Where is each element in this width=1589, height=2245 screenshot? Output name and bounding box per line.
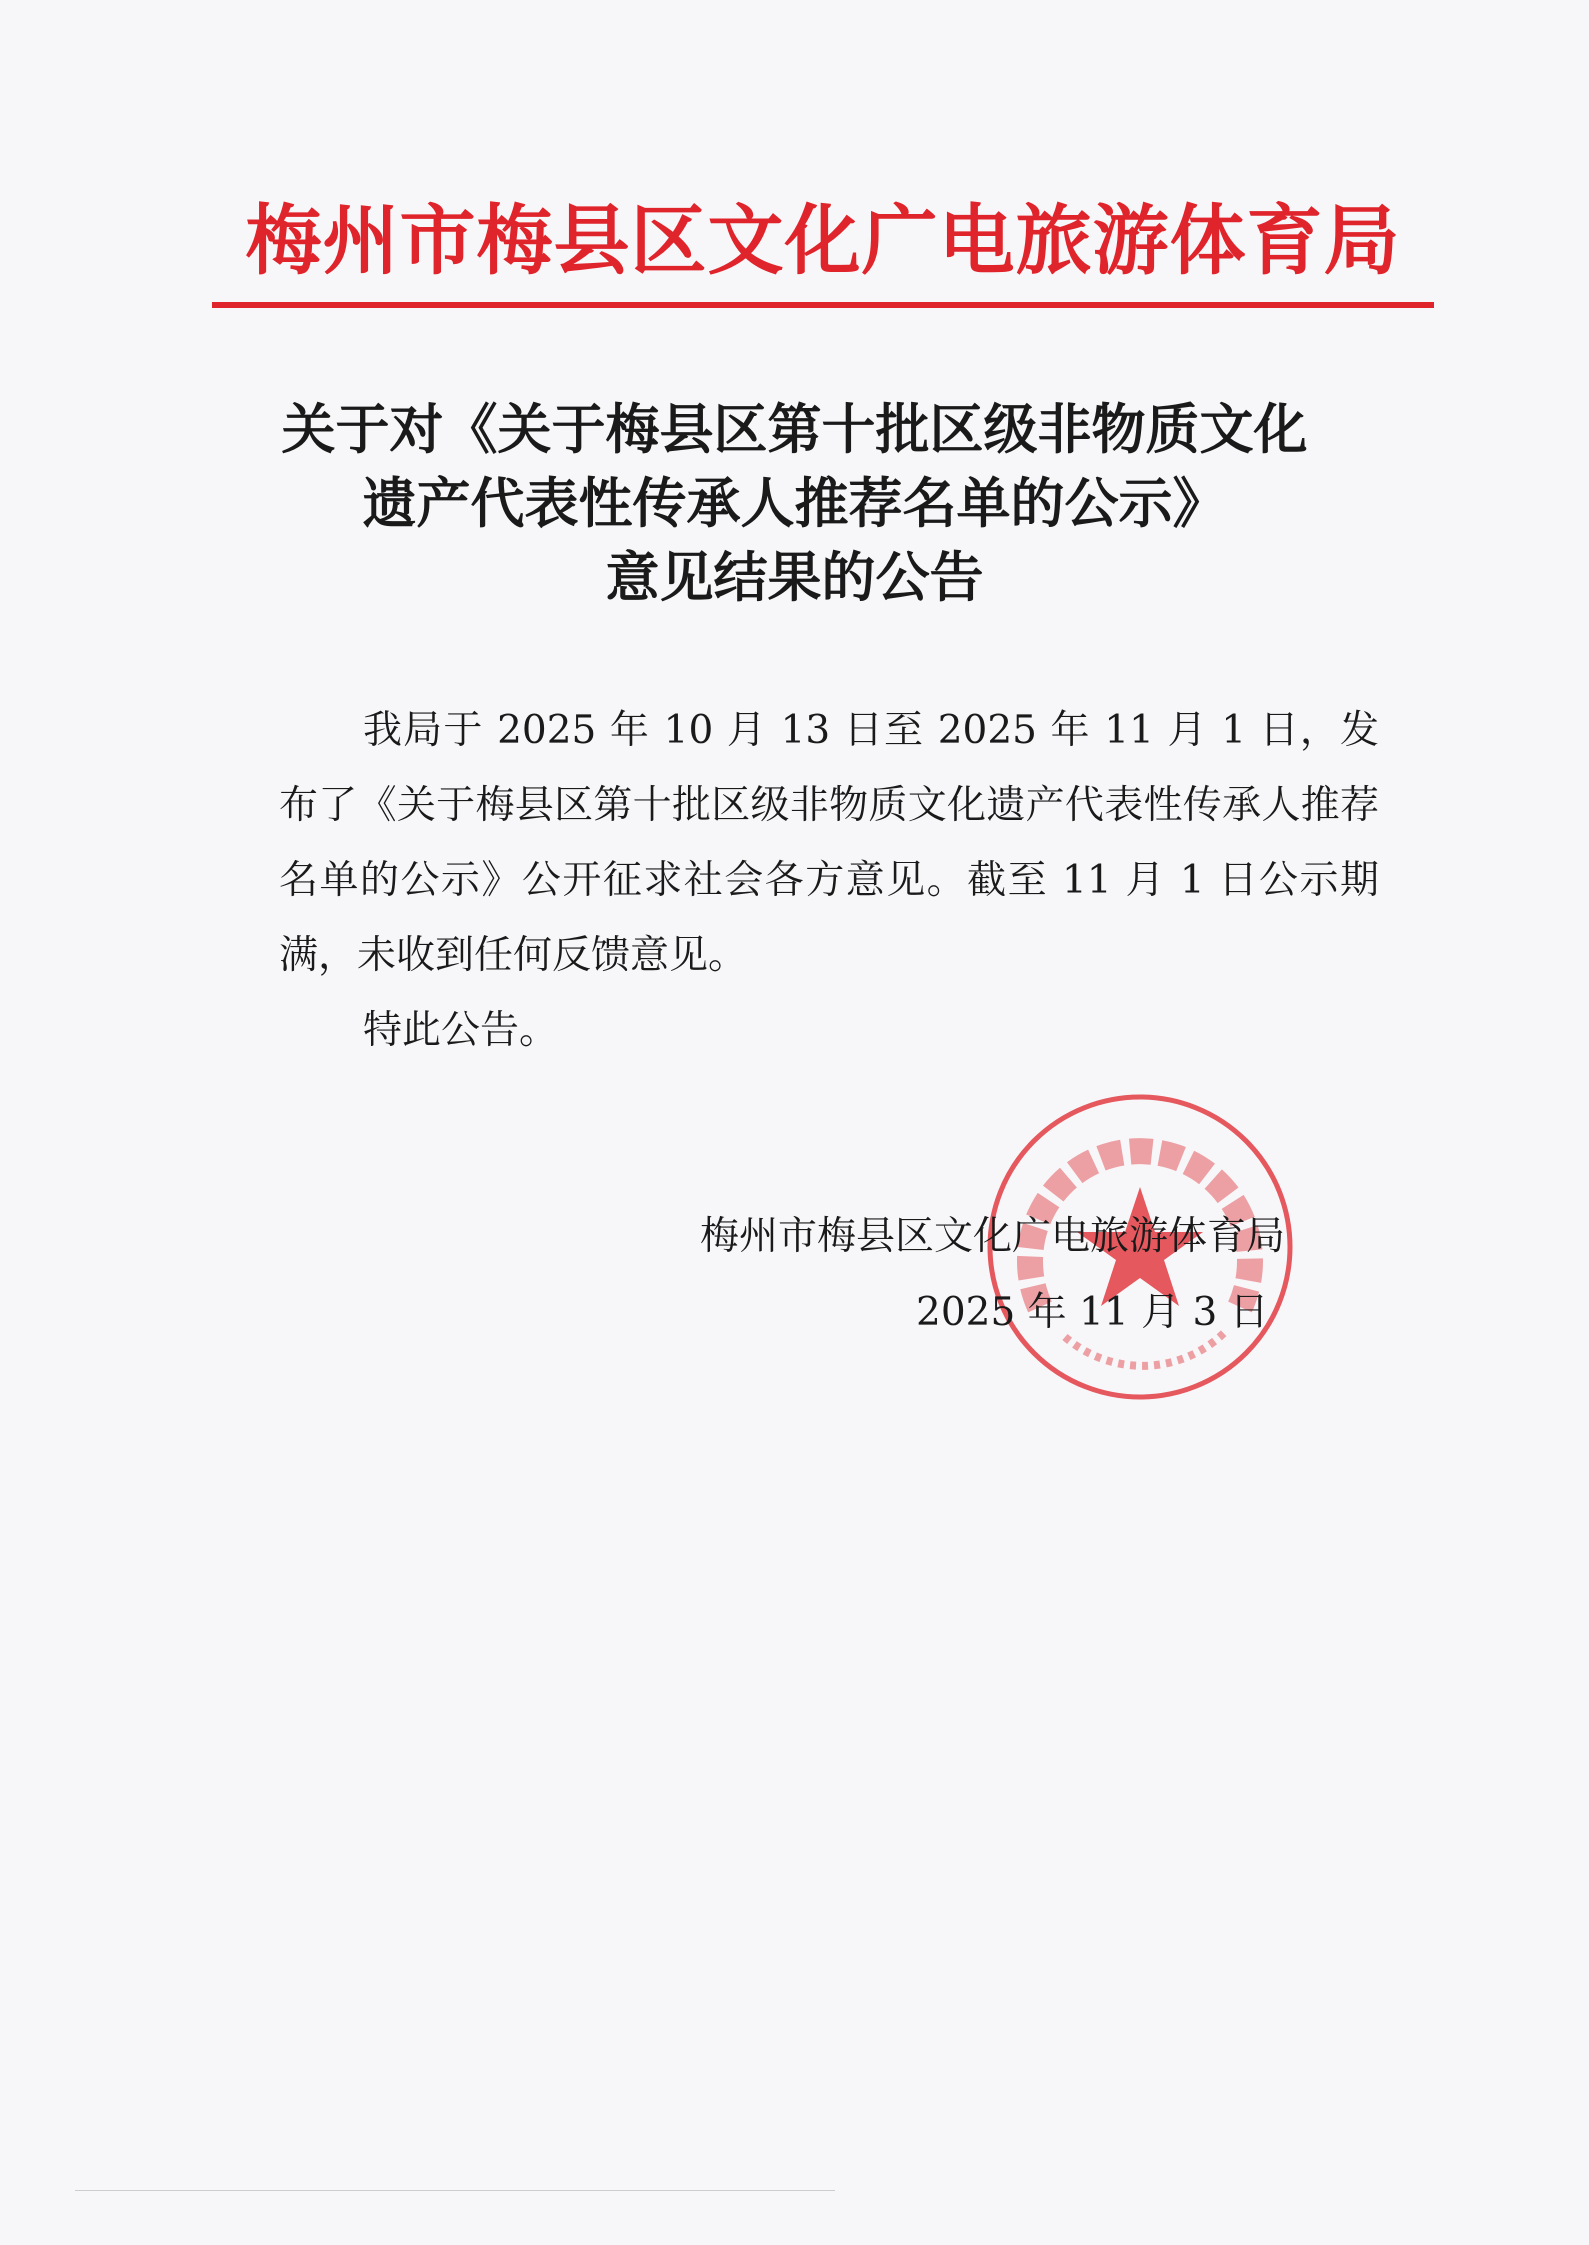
signature-date: 2025 年 11 月 3 日 bbox=[916, 1290, 1269, 1335]
title-line: 意见结果的公告 bbox=[605, 545, 984, 609]
page-edge-line bbox=[75, 2190, 835, 2191]
closing-paragraph: 特此公告。 bbox=[363, 1008, 559, 1053]
document-body bbox=[279, 693, 1379, 1068]
title-line: 遗产代表性传承人推荐名单的公示》 bbox=[362, 471, 1227, 535]
title-line: 关于对《关于梅县区第十批区级非物质文化 bbox=[281, 397, 1308, 461]
letterhead-organization: 梅州市梅县区文化广电旅游体育局 bbox=[245, 196, 1401, 285]
signature-organization: 梅州市梅县区文化广电旅游体育局 bbox=[700, 1214, 1286, 1259]
document-title bbox=[150, 392, 1439, 614]
body-paragraph: 我局于 2025 年 10 月 13 日至 2025 年 11 月 1 日，发布了《关于梅县区第十批区级非物质文化遗产代表性传承人推荐名单的公示》公开征求社会各方意见。截至 11 月 1 日公示期满，未收到任何反馈意见。 bbox=[279, 708, 1379, 978]
letterhead-divider bbox=[212, 302, 1434, 308]
